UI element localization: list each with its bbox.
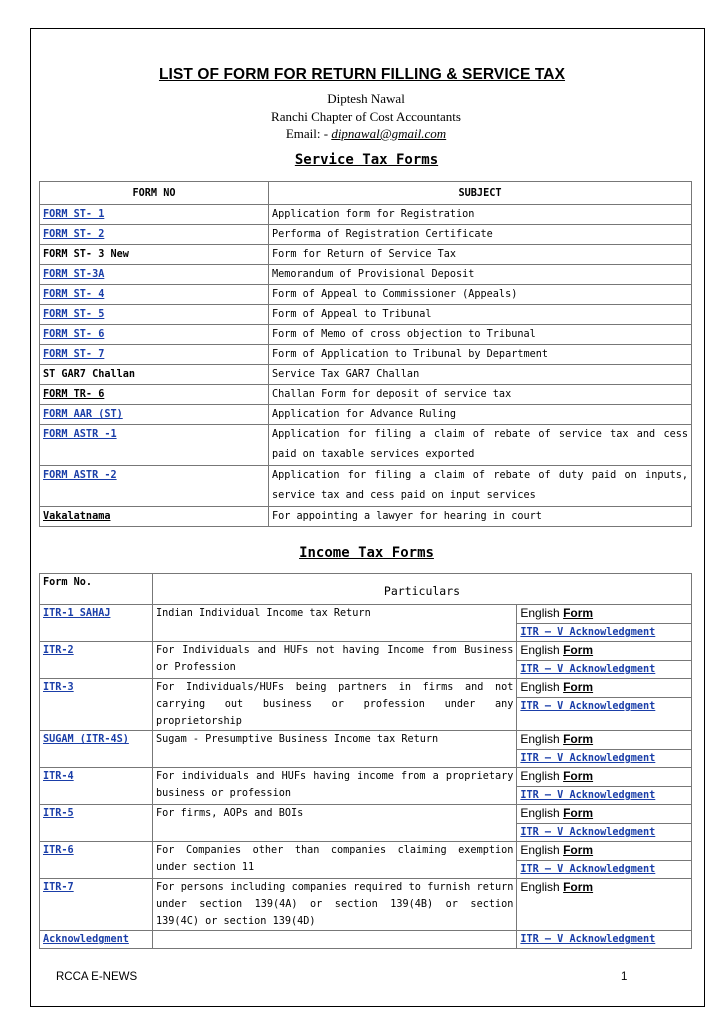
- table-row: [40, 265, 692, 285]
- itr1-ack-link[interactable]: ITR – V Acknowledgment: [520, 627, 656, 638]
- particulars-cell: For Individuals and HUFs not having Income from Business or Profession: [153, 642, 517, 679]
- table-row: [40, 245, 692, 265]
- subject-cell: Application for Advance Ruling: [269, 405, 692, 425]
- form-astr1-link[interactable]: FORM ASTR -1: [43, 429, 117, 440]
- vakalatnama-label: Vakalatnama: [43, 511, 111, 522]
- english-label: English: [520, 643, 564, 657]
- sugam-form-link[interactable]: Form: [563, 732, 594, 746]
- english-label: English: [520, 732, 564, 746]
- author-name: Diptesh Nawal: [327, 91, 405, 106]
- itr6-ack-link[interactable]: ITR – V Acknowledgment: [520, 864, 656, 875]
- english-label: English: [520, 880, 564, 894]
- table-row: [40, 365, 692, 385]
- itr5-link[interactable]: ITR-5: [43, 808, 74, 819]
- sugam-link[interactable]: SUGAM (ITR-4S): [43, 734, 129, 745]
- itr4-ack-link[interactable]: ITR – V Acknowledgment: [520, 790, 656, 801]
- sugam-ack-link[interactable]: ITR – V Acknowledgment: [520, 753, 656, 764]
- english-label: English: [520, 680, 564, 694]
- author-organization: Ranchi Chapter of Cost Accountants: [271, 109, 461, 124]
- form-st1-link[interactable]: FORM ST- 1: [43, 209, 105, 220]
- table-row: [40, 345, 692, 365]
- form-st3a-link[interactable]: FORM ST-3A: [43, 269, 105, 280]
- table-row: [40, 679, 692, 731]
- particulars-cell: For Individuals/HUFs being partners in firms and not carrying out business or profession under any proprietorship: [153, 679, 517, 731]
- table-row: [40, 931, 692, 949]
- form-aar-link[interactable]: FORM AAR (ST): [43, 409, 123, 420]
- itr6-form-link[interactable]: Form: [563, 843, 594, 857]
- subject-cell: For appointing a lawyer for hearing in court: [269, 507, 692, 527]
- itr3-form-link[interactable]: Form: [563, 680, 594, 694]
- itr7-link[interactable]: ITR-7: [43, 882, 74, 893]
- subject-cell: Form for Return of Service Tax: [269, 245, 692, 265]
- table-row: [40, 305, 692, 325]
- income-tax-table: [39, 573, 692, 949]
- table-header-row: [40, 182, 692, 205]
- form-st7-link[interactable]: FORM ST- 7: [43, 349, 105, 360]
- table-row: [40, 425, 692, 466]
- itr3-ack-link[interactable]: ITR – V Acknowledgment: [520, 701, 656, 712]
- subject-cell: Form of Appeal to Tribunal: [269, 305, 692, 325]
- table-row: [40, 768, 692, 805]
- form-astr2-link[interactable]: FORM ASTR -2: [43, 470, 117, 481]
- itr3-link[interactable]: ITR-3: [43, 682, 74, 693]
- table-row: [40, 285, 692, 305]
- particulars-cell: Indian Individual Income tax Return: [153, 605, 517, 642]
- form-st4-link[interactable]: FORM ST- 4: [43, 289, 105, 300]
- footer-newsletter: RCCA E-NEWS: [56, 971, 138, 983]
- author-email-line: [266, 126, 466, 142]
- subject-cell: Form of Appeal to Commissioner (Appeals): [269, 285, 692, 305]
- col-subject: SUBJECT: [269, 182, 692, 205]
- form-st5-link[interactable]: FORM ST- 5: [43, 309, 105, 320]
- particulars-cell: For Companies other than companies claiming exemption under section 11: [153, 842, 517, 879]
- particulars-cell: For firms, AOPs and BOIs: [153, 805, 517, 842]
- table-row: [40, 805, 692, 842]
- col-particulars: Particulars: [383, 584, 461, 598]
- table-row: [40, 385, 692, 405]
- page-number: 1: [621, 971, 628, 983]
- table-row: [40, 842, 692, 879]
- email-label: Email: -: [285, 126, 332, 141]
- subject-cell: Form of Memo of cross objection to Tribunal: [269, 325, 692, 345]
- col-form-no: Form No.: [43, 577, 93, 588]
- subject-cell: Performa of Registration Certificate: [269, 225, 692, 245]
- table-header-row: [40, 574, 692, 605]
- email-link[interactable]: dipnawal@gmail.com: [331, 126, 447, 141]
- table-row: [40, 507, 692, 527]
- service-tax-table: [39, 181, 692, 527]
- itr4-link[interactable]: ITR-4: [43, 771, 74, 782]
- english-label: English: [520, 769, 564, 783]
- itr6-link[interactable]: ITR-6: [43, 845, 74, 856]
- acknowledgment-link[interactable]: Acknowledgment: [43, 934, 129, 945]
- itr1-link[interactable]: ITR-1 SAHAJ: [43, 608, 111, 619]
- col-form-no: FORM NO: [40, 182, 269, 205]
- itr1-form-link[interactable]: Form: [563, 606, 594, 620]
- table-row: [40, 405, 692, 425]
- english-label: English: [520, 606, 564, 620]
- subject-cell: Challan Form for deposit of service tax: [269, 385, 692, 405]
- table-row: [40, 642, 692, 679]
- itr5-form-link[interactable]: Form: [563, 806, 594, 820]
- subject-cell: Form of Application to Tribunal by Department: [269, 345, 692, 365]
- table-row: [40, 731, 692, 768]
- income-tax-heading: Income Tax Forms: [299, 545, 434, 561]
- form-st6-link[interactable]: FORM ST- 6: [43, 329, 105, 340]
- form-st3-label: FORM ST- 3 New: [43, 249, 129, 260]
- itr2-link[interactable]: ITR-2: [43, 645, 74, 656]
- itr5-ack-link[interactable]: ITR – V Acknowledgment: [520, 827, 656, 838]
- particulars-cell: Sugam - Presumptive Business Income tax Return: [153, 731, 517, 768]
- particulars-cell: For persons including companies required to furnish return under section 139(4A) or section 139(4B) or section 139(4C) or section 139(4D): [153, 879, 517, 931]
- itr2-ack-link[interactable]: ITR – V Acknowledgment: [520, 664, 656, 675]
- particulars-cell: For individuals and HUFs having income from a proprietary business or profession: [153, 768, 517, 805]
- subject-cell: Application for filing a claim of rebate of duty paid on inputs, service tax and cess paid on input services: [269, 466, 692, 507]
- subject-cell: Memorandum of Provisional Deposit: [269, 265, 692, 285]
- particulars-cell: [153, 931, 517, 949]
- form-tr6-label: FORM TR- 6: [43, 389, 105, 400]
- itr7-form-link[interactable]: Form: [563, 880, 594, 894]
- english-label: English: [520, 806, 564, 820]
- subject-cell: Application form for Registration: [269, 205, 692, 225]
- itr4-form-link[interactable]: Form: [563, 769, 594, 783]
- gar7-challan-label: ST GAR7 Challan: [43, 369, 136, 380]
- table-row: [40, 205, 692, 225]
- subject-cell: Service Tax GAR7 Challan: [269, 365, 692, 385]
- table-row: [40, 605, 692, 642]
- itr2-form-link[interactable]: Form: [563, 643, 594, 657]
- service-tax-heading: Service Tax Forms: [294, 152, 439, 168]
- ack-row-link[interactable]: ITR – V Acknowledgment: [520, 934, 656, 945]
- subject-cell: Application for filing a claim of rebate of service tax and cess paid on taxable services exported: [269, 425, 692, 466]
- table-row: [40, 466, 692, 507]
- english-label: English: [520, 843, 564, 857]
- page-title: LIST OF FORM FOR RETURN FILLING & SERVICE TAX: [158, 66, 566, 83]
- table-row: [40, 325, 692, 345]
- table-row: [40, 879, 692, 931]
- table-row: [40, 225, 692, 245]
- form-st2-link[interactable]: FORM ST- 2: [43, 229, 105, 240]
